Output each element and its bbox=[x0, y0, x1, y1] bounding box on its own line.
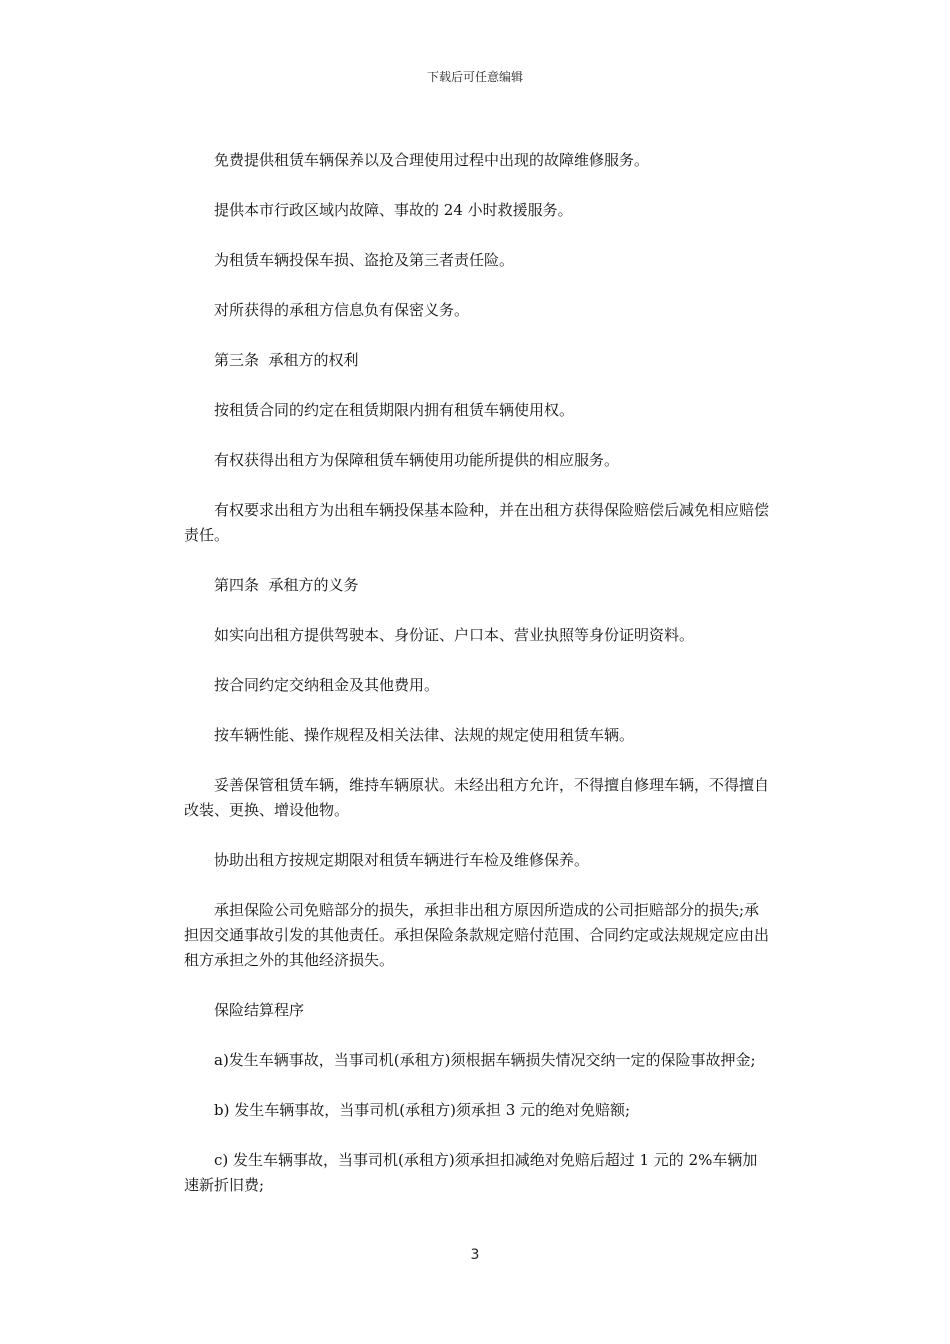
paragraph: 按车辆性能、操作规程及相关法律、法规的规定使用租赁车辆。 bbox=[214, 726, 635, 744]
paragraph: 按租赁合同的约定在租赁期限内拥有租赁车辆使用权。 bbox=[214, 401, 575, 419]
paragraph: 为租赁车辆投保车损、盗抢及第三者责任险。 bbox=[214, 251, 515, 269]
section-heading: 第四条 承租方的义务 bbox=[214, 576, 359, 594]
paragraph: 按合同约定交纳租金及其他费用。 bbox=[214, 676, 440, 694]
page-header: 下载后可任意编辑 bbox=[426, 70, 523, 84]
document-body bbox=[184, 148, 772, 1223]
paragraph: 如实向出租方提供驾驶本、身份证、户口本、营业执照等身份证明资料。 bbox=[214, 626, 695, 644]
paragraph: 有权要求出租方为出租车辆投保基本险种，并在出租方获得保险赔偿后减免相应赔偿责任。 bbox=[184, 501, 770, 544]
paragraph: 免费提供租赁车辆保养以及合理使用过程中出现的故障维修服务。 bbox=[214, 151, 650, 169]
paragraph: b) 发生车辆事故，当事司机(承租方)须承担 3 元的绝对免赔额; bbox=[214, 1101, 631, 1119]
section-heading: 保险结算程序 bbox=[214, 1001, 305, 1019]
section-heading: 第三条 承租方的权利 bbox=[214, 351, 359, 369]
paragraph: 协助出租方按规定期限对租赁车辆进行车检及维修保养。 bbox=[214, 851, 590, 869]
paragraph: c) 发生车辆事故，当事司机(承租方)须承担扣减绝对免赔后超过 1 元的 2%车辆加速新折旧费; bbox=[184, 1151, 758, 1194]
paragraph: 提供本市行政区域内故障、事故的 24 小时救援服务。 bbox=[214, 201, 573, 219]
paragraph: 承担保险公司免赔部分的损失，承担非出租方原因所造成的公司拒赔部分的损失;承担因交通事故引发的其他责任。承担保险条款规定赔付范围、合同约定或法规规定应由出租方承担之外的其他经济损失。 bbox=[184, 901, 770, 969]
paragraph: 对所获得的承租方信息负有保密义务。 bbox=[214, 301, 470, 319]
paragraph: a)发生车辆事故，当事司机(承租方)须根据车辆损失情况交纳一定的保险事故押金; bbox=[214, 1051, 756, 1069]
page-number: 3 bbox=[470, 1247, 480, 1263]
paragraph: 妥善保管租赁车辆，维持车辆原状。未经出租方允许，不得擅自修理车辆，不得擅自改装、更换、增设他物。 bbox=[184, 776, 770, 819]
paragraph: 有权获得出租方为保障租赁车辆使用功能所提供的相应服务。 bbox=[214, 451, 620, 469]
